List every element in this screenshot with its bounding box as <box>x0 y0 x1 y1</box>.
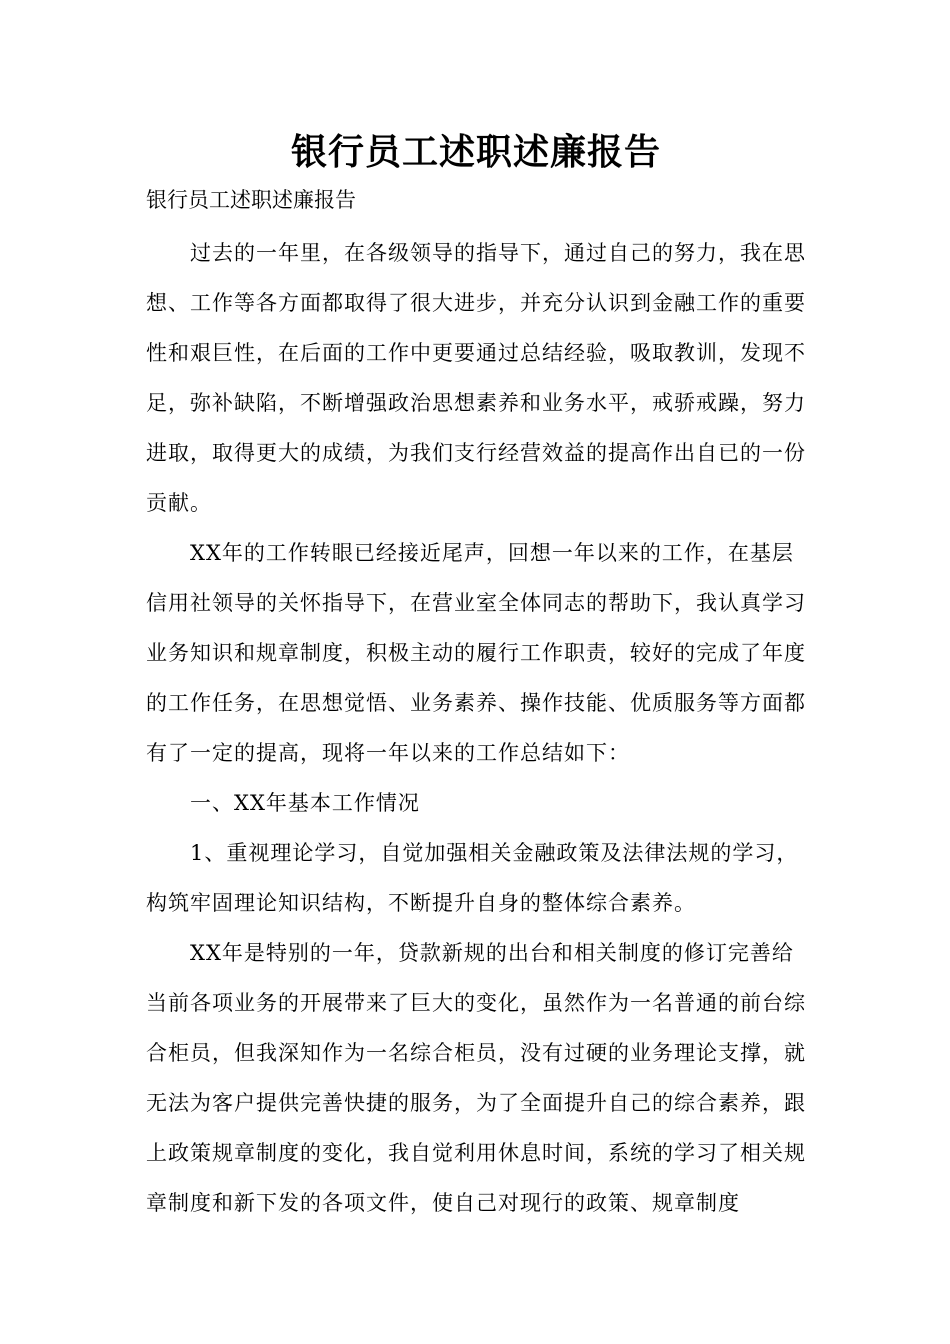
paragraph-overview: XX年的工作转眼已经接近尾声，回想一年以来的工作，在基层信用社领导的关怀指导下，在营业室全体同志的帮助下，我认真学习业务知识和规章制度，积极主动的履行工作职责，较好的完成了年度的工作任务，在思想觉悟、业务素养、操作技能、优质服务等方面都有了一定的提高，现将一年以来的工作总结如下： <box>146 541 806 765</box>
document-subtitle: 银行员工述职述廉报告 <box>146 188 356 212</box>
paragraph-detail: XX年是特别的一年，贷款新规的出台和相关制度的修订完善给当前各项业务的开展带来了巨大的变化，虽然作为一名普通的前台综合柜员，但我深知作为一名综合柜员，没有过硬的业务理论支撑，就无法为客户提供完善快捷的服务，为了全面提升自己的综合素养，跟上政策规章制度的变化，我自觉利用休息时间，系统的学习了相关规章制度和新下发的各项文件，使自己对现行的政策、规章制度 <box>146 941 806 1215</box>
paragraph-intro: 过去的一年里，在各级领导的指导下，通过自己的努力，我在思想、工作等各方面都取得了很大进步，并充分认识到金融工作的重要性和艰巨性，在后面的工作中更要通过总结经验，吸取教训，发现不足，弥补缺陷，不断增强政治思想素养和业务水平，戒骄戒躁，努力进取，取得更大的成绩，为我们支行经营效益的提高作出自已的一份贡献。 <box>146 241 806 515</box>
document-title: 银行员工述职述廉报告 <box>290 132 661 173</box>
paragraph-item-1: 1、重视理论学习，自觉加强相关金融政策及法律法规的学习，构筑牢固理论知识结构，不断提升自身的整体综合素养。 <box>146 841 799 915</box>
section-heading: 一、XX年基本工作情况 <box>190 791 420 815</box>
document-page <box>146 0 826 1344</box>
document-body <box>146 228 810 1228</box>
